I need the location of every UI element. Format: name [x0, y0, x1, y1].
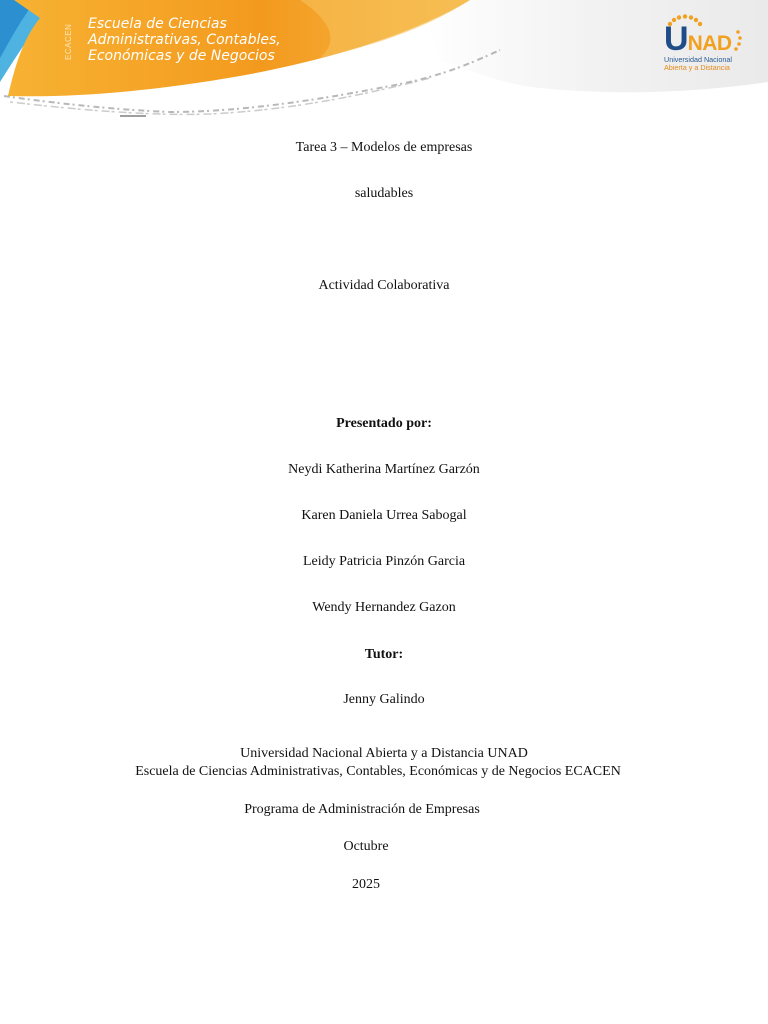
title-line-1: Tarea 3 – Modelos de empresas — [295, 140, 473, 155]
year-label: 2025 — [352, 877, 380, 892]
unad-wordmark-nad: NAD — [687, 32, 732, 55]
activity-label: Actividad Colaborativa — [318, 278, 450, 293]
school-title — [88, 16, 281, 64]
university-name: Universidad Nacional Abierta y a Distancia UNAD — [240, 746, 528, 761]
presented-by-label: Presentado por: — [336, 416, 432, 431]
author-name: Neydi Katherina Martínez Garzón — [288, 462, 480, 477]
title-line-2: saludables — [354, 186, 414, 201]
unad-subtitle-line: Universidad Nacional — [664, 55, 732, 64]
tutor-label: Tutor: — [364, 647, 404, 662]
program-name: Programa de Administración de Empresas — [244, 802, 480, 817]
ecacen-vertical-label: ECACEN — [64, 23, 73, 61]
unad-subtitle-line: Abierta y a Distancia — [664, 63, 730, 72]
school-name: Escuela de Ciencias Administrativas, Contables, Económicas y de Negocios ECACEN — [135, 764, 621, 779]
author-name: Karen Daniela Urrea Sabogal — [301, 508, 467, 523]
school-title-line: Económicas y de Negocios — [88, 48, 275, 64]
unad-logo — [662, 14, 746, 74]
author-name: Leidy Patricia Pinzón Garcia — [302, 554, 466, 569]
unad-subtitle — [664, 56, 732, 72]
tutor-name: Jenny Galindo — [343, 692, 425, 707]
school-title-line: Administrativas, Contables, — [88, 32, 281, 48]
month-label: Octubre — [343, 839, 389, 854]
school-title-line: Escuela de Ciencias — [88, 16, 227, 32]
header-banner — [0, 0, 768, 130]
unad-wordmark-u: U — [664, 20, 688, 58]
unad-wordmark — [664, 20, 732, 59]
author-name: Wendy Hernandez Gazon — [312, 600, 456, 615]
